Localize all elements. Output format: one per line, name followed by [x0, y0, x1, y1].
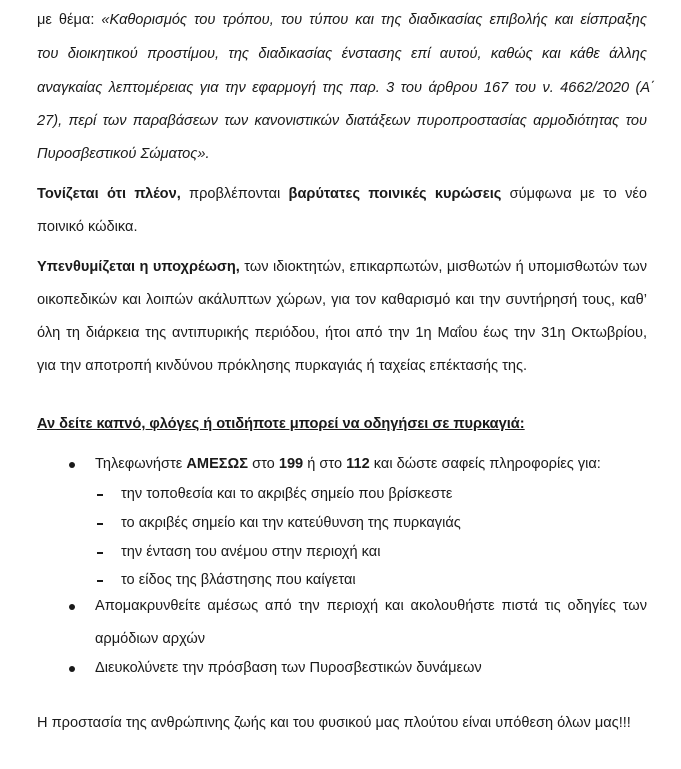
body-text: στο	[248, 456, 279, 472]
emphasis-text: ΑΜΕΣΩΣ	[186, 456, 249, 472]
emphasis-text: Υπενθυμίζεται η υποχρέωση,	[37, 259, 240, 275]
phone-number: 199	[278, 456, 304, 472]
closing-statement: Η προστασία της ανθρώπινης ζωής και του φυσικού μας πλούτου είναι υπόθεση όλων μας!!!	[37, 715, 631, 731]
text-line: 27), περί των παραβάσεων των κανονιστικών διατάξεων πυροπροστασίας αρμοδιότητας του	[37, 113, 647, 129]
body-text: ή στο	[303, 456, 347, 472]
sub-list-item: το είδος της βλάστησης που καίγεται	[121, 572, 356, 588]
text-line: αρμόδιων αρχών	[95, 631, 206, 647]
sub-list-item: το ακριβές σημείο και την κατεύθυνση της πυρκαγιάς	[121, 515, 461, 531]
text-line: όλη τη διάρκεια της αντιπυρικής περιόδου, ήτοι από την 1η Μαΐου έως την 31η Οκτωβρίου,	[37, 325, 647, 341]
body-text: σύμφωνα με το νέο	[501, 186, 647, 202]
emphasis-text: βαρύτατες ποινικές κυρώσεις	[288, 186, 502, 202]
text-line	[37, 257, 647, 277]
text-line	[37, 184, 647, 204]
sub-list-item: την ένταση του ανέμου στην περιοχή και	[121, 544, 381, 560]
text-line: αναγκαίας λεπτομέρειας για την εφαρμογή της παρ. 3 του άρθρου 167 του ν. 4662/2020 (Α΄	[37, 80, 655, 96]
body-text: Τηλεφωνήστε	[95, 456, 187, 472]
bullet-icon	[69, 604, 75, 610]
text-line	[95, 454, 601, 474]
dash-icon	[97, 494, 103, 496]
body-text: προβλέπονται	[180, 186, 289, 202]
subject-text: «Καθορισμός του τρόπου, του τύπου και της διαδικασίας επιβολής και είσπραξης	[101, 12, 647, 28]
dash-icon	[97, 580, 103, 582]
body-text: των ιδιοκτητών, επικαρπωτών, μισθωτών ή υπομισθωτών των	[239, 259, 648, 275]
text-line: Απομακρυνθείτε αμέσως από την περιοχή και ακολουθήστε πιστά τις οδηγίες των	[95, 598, 647, 614]
bullet-icon	[69, 666, 75, 672]
sub-list-item: την τοποθεσία και το ακριβές σημείο που βρίσκεστε	[121, 486, 453, 502]
dash-icon	[97, 523, 103, 525]
fire-instructions-heading: Αν δείτε καπνό, φλόγες ή οτιδήποτε μπορεί να οδηγήσει σε πυρκαγιά:	[37, 416, 525, 432]
text-line: ποινικό κώδικα.	[37, 219, 138, 235]
text-line: Πυροσβεστικού Σώματος».	[37, 146, 210, 162]
text-line: οικοπεδικών και λοιπών ακάλυπτων χώρων, για τον καθαρισμό και την συντήρησή τους, καθ’	[37, 292, 647, 308]
subject-label: με θέμα:	[37, 12, 102, 28]
dash-icon	[97, 552, 103, 554]
text-line: του διοικητικού προστίμου, της διαδικασίας ένστασης επί αυτού, καθώς και κάθε άλλης	[37, 46, 647, 62]
text-line: Διευκολύνετε την πρόσβαση των Πυροσβεστικών δυνάμεων	[95, 660, 482, 676]
emphasis-text: Τονίζεται ότι πλέον,	[37, 186, 181, 202]
text-line	[37, 10, 647, 30]
phone-number: 112	[346, 456, 370, 472]
body-text: και δώστε σαφείς πληροφορίες για:	[369, 456, 601, 472]
text-line: για την αποτροπή κινδύνου πρόκλησης πυρκαγιάς ή ταχείας επέκτασής της.	[37, 358, 528, 374]
bullet-icon	[69, 462, 75, 468]
